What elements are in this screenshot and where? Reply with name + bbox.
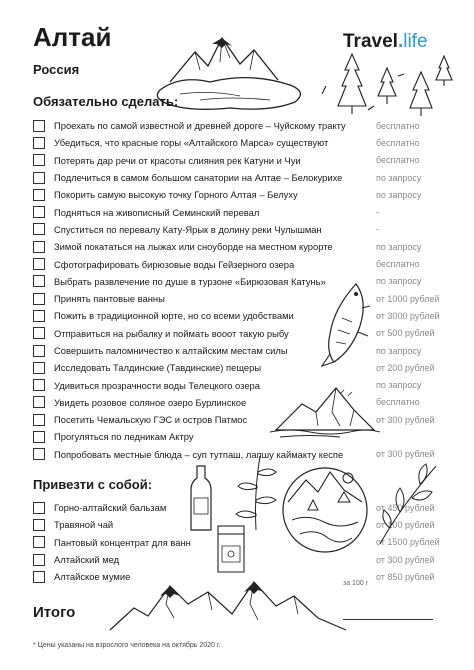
item-text: Покорить самую высокую точку Горного Алтая – Белуху	[54, 189, 298, 201]
item-price: бесплатно	[376, 155, 420, 166]
item-text: Проехать по самой известной и древней дороге – Чуйскому тракту	[54, 120, 346, 132]
item-text: Увидеть розовое соляное озеро Бурлинское	[54, 396, 247, 408]
checkbox[interactable]	[33, 379, 45, 391]
item-price: бесплатно	[376, 120, 420, 131]
checkbox[interactable]	[33, 258, 45, 270]
balsam-bottle-illustration	[188, 464, 214, 534]
checkbox[interactable]	[33, 154, 45, 166]
item-price: от 300 рублей	[376, 554, 435, 565]
item-price: по запросу	[376, 172, 422, 183]
item-price: -	[376, 224, 379, 235]
item-price: по запросу	[376, 345, 422, 356]
checkbox[interactable]	[33, 502, 45, 514]
item-price: от 3000 рублей	[376, 310, 440, 321]
item-price: от 1500 рублей	[376, 537, 440, 548]
checkbox[interactable]	[33, 189, 45, 201]
mountain-range-illustration	[108, 570, 348, 632]
leaves-illustration	[370, 458, 446, 548]
checklist-item	[33, 411, 453, 428]
item-price: от 300 рублей	[376, 449, 435, 460]
item-text: Подлечиться в самом большом санатории на Алтае – Белокурихе	[54, 172, 343, 184]
checkbox[interactable]	[33, 120, 45, 132]
item-text: Подняться на живописный Семинский перевал	[54, 206, 260, 218]
checklist-item	[33, 203, 453, 220]
item-price: от 450 рублей	[376, 502, 435, 513]
item-price: от 200 рублей	[376, 362, 435, 373]
checkbox[interactable]	[33, 414, 45, 426]
item-price: по запросу	[376, 380, 422, 391]
herbs-illustration	[226, 452, 286, 532]
checklist-item	[33, 221, 453, 238]
item-text: Убедиться, что красные горы «Алтайского Марса» существуют	[54, 137, 329, 149]
item-text: Пантовый концентрат для ванн	[54, 536, 191, 548]
checklist-item	[33, 428, 453, 445]
item-text: Потерять дар речи от красоты слияния рек Катуни и Чуи	[54, 154, 301, 166]
item-text: Алтайский мед	[54, 554, 120, 566]
checkbox[interactable]	[33, 172, 45, 184]
checklist-item	[33, 359, 453, 376]
checkbox[interactable]	[33, 241, 45, 253]
item-text: Пожить в традиционной юрте, но со всеми удобствами	[54, 310, 294, 322]
checklist-item	[33, 134, 453, 151]
checkbox[interactable]	[33, 327, 45, 339]
checklist-item	[33, 394, 453, 411]
checkbox[interactable]	[33, 571, 45, 583]
checkbox[interactable]	[33, 448, 45, 460]
checkbox[interactable]	[33, 519, 45, 531]
item-text: Спуститься по перевалу Кату-Ярык в долину реки Чулышман	[54, 223, 322, 235]
checkbox[interactable]	[33, 396, 45, 408]
item-price: бесплатно	[376, 397, 420, 408]
checklist-item	[33, 238, 453, 255]
circular-landscape-illustration	[278, 458, 372, 558]
checkbox[interactable]	[33, 293, 45, 305]
todo-list	[33, 117, 453, 463]
checkbox[interactable]	[33, 554, 45, 566]
total-underline	[343, 619, 433, 620]
logo-suffix: life	[403, 31, 428, 52]
checkbox[interactable]	[33, 137, 45, 149]
item-price: бесплатно	[376, 259, 420, 270]
item-price: от 1000 рублей	[376, 293, 440, 304]
item-price: по запросу	[376, 241, 422, 252]
checklist-item	[33, 255, 453, 272]
footnote: * Цены указаны на взрослого человека на октябрь 2020 г.	[33, 642, 221, 649]
checkbox[interactable]	[33, 275, 45, 287]
item-text: Прогуляться по ледникам Актру	[54, 431, 194, 443]
item-text: Сфотографировать бирюзовые воды Гейзерного озера	[54, 258, 295, 270]
item-price: от 100 рублей	[376, 519, 435, 530]
item-text: Попробовать местные блюда – суп тутпаш, лапшу каймакту кеспе	[54, 448, 344, 460]
checkbox[interactable]	[33, 536, 45, 548]
todo-section-title: Обязательно сделать:	[33, 94, 179, 109]
item-text: Травяной чай	[54, 519, 114, 531]
item-text: Совершить паломничество к алтайским местам силы	[54, 345, 288, 356]
page-title: Алтай	[33, 22, 112, 52]
checklist-item	[33, 273, 453, 290]
item-price: от 500 рублей	[376, 328, 435, 339]
item-text: Алтайское мумие	[54, 571, 131, 583]
bring-section-title: Привезти с собой:	[33, 477, 153, 492]
item-price: от 300 рублей	[376, 414, 435, 425]
checkbox[interactable]	[33, 310, 45, 322]
item-price: бесплатно	[376, 137, 420, 148]
checkbox[interactable]	[33, 431, 45, 443]
checklist-item	[33, 152, 453, 169]
item-text: Выбрать развлечение по душе в турзоне «Бирюзовая Катунь»	[54, 275, 326, 287]
item-text: Отправиться на рыбалку и поймать вооот такую рыбу	[54, 327, 289, 339]
island-mountain-illustration	[270, 382, 380, 440]
checklist-item	[33, 376, 453, 393]
item-price: от 850 рублей	[376, 571, 435, 582]
item-price: по запросу	[376, 276, 422, 287]
checkbox[interactable]	[33, 223, 45, 235]
checkbox[interactable]	[33, 362, 45, 374]
logo-main: Travel	[343, 31, 398, 52]
checklist-item	[33, 290, 453, 307]
logo-dot: .	[397, 31, 404, 52]
total-label: Итого	[33, 604, 76, 621]
checkbox[interactable]	[33, 206, 45, 218]
checklist-item	[33, 117, 453, 134]
item-price: по запросу	[376, 189, 422, 200]
item-text: Удивиться прозрачности воды Телецкого озера	[54, 379, 260, 391]
price-unit-note: за 100 г	[343, 580, 369, 587]
fish-illustration	[312, 278, 372, 368]
item-text: Горно-алтайский бальзам	[54, 502, 167, 514]
item-text: Посетить Чемальскую ГЭС и остров Патмос	[54, 414, 248, 426]
item-price: -	[376, 207, 379, 218]
item-text: Зимой покататься на лыжах или сноуборде на местном курорте	[54, 241, 333, 253]
checklist-item	[33, 325, 453, 342]
checklist-item	[33, 307, 453, 324]
item-text: Исследовать Талдинские (Тавдинские) пещеры	[54, 362, 262, 374]
item-text: Принять пантовые ванны	[54, 293, 165, 305]
pine-trees-illustration	[318, 46, 458, 116]
checklist-item	[33, 342, 453, 359]
checklist-item	[33, 186, 453, 203]
checkbox[interactable]	[33, 345, 45, 357]
checklist-item	[33, 169, 453, 186]
page-subtitle: Россия	[33, 62, 80, 77]
